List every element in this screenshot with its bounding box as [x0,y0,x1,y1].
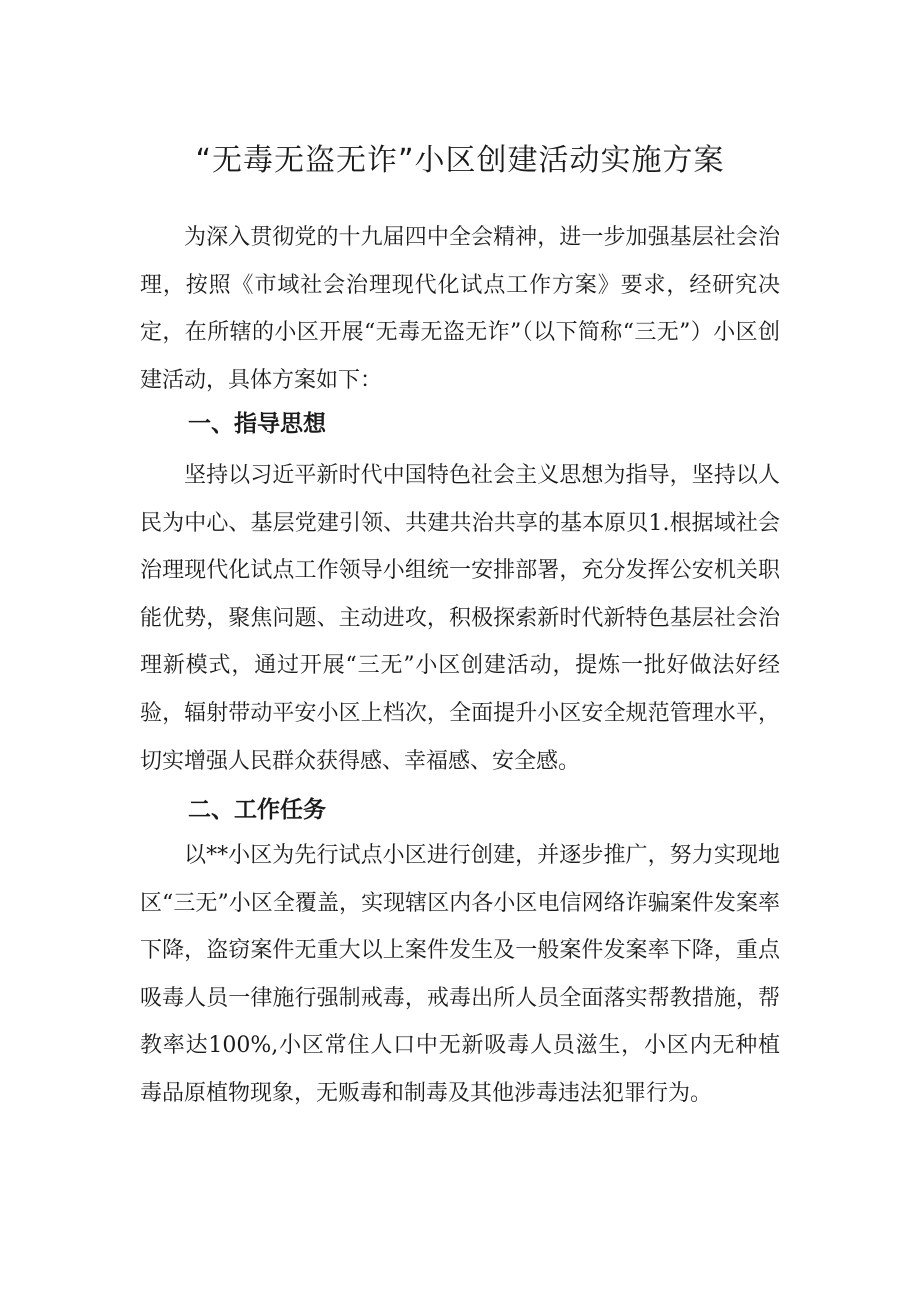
section-heading-work-tasks: 二、工作任务 [188,797,326,823]
section-body-guiding-thought: 坚持以习近平新时代中国特色社会主义思想为指导，坚持以人民为中心、基层党建引领、共建共治共享的基本原贝1.根据域社会治理现代化试点工作领导小组统一安排部署，充分发挥公安机关职能优势，聚焦问题、主动进攻，积极探索新时代新特色基层社会治理新模式，通过开展“三无”小区创建活动，提炼一批好做法好经验，辐射带动平安小区上档次，全面提升小区安全规范管理水平，切实增强人民群众获得感、幸福感、安全感。 [140,463,780,774]
document-title: “无毒无盗无诈”小区创建活动实施方案 [195,143,725,178]
intro-paragraph: 为深入贯彻党的十九届四中全会精神，进一步加强基层社会治理，按照《市域社会治理现代化试点工作方案》要求，经研究决定，在所辖的小区开展“无毒无盗无诈”（以下简称“三无”）小区创建活动，具体方案如下： [140,225,780,393]
section-heading-guiding-thought: 一、指导思想 [188,411,326,437]
section-body-work-tasks: 以**小区为先行试点小区进行创建，并逐步推广，努力实现地区“三无”小区全覆盖，实现辖区内各小区电信网络诈骗案件发案率下降，盗窃案件无重大以上案件发生及一般案件发案率下降，重点吸毒人员一律施行强制戒毒，戒毒出所人员全面落实帮教措施，帮教率达100%,小区常住人口中无新吸毒人员滋生，小区内无种植毒品原植物现象，无贩毒和制毒及其他涉毒违法犯罪行为。 [140,843,780,1106]
